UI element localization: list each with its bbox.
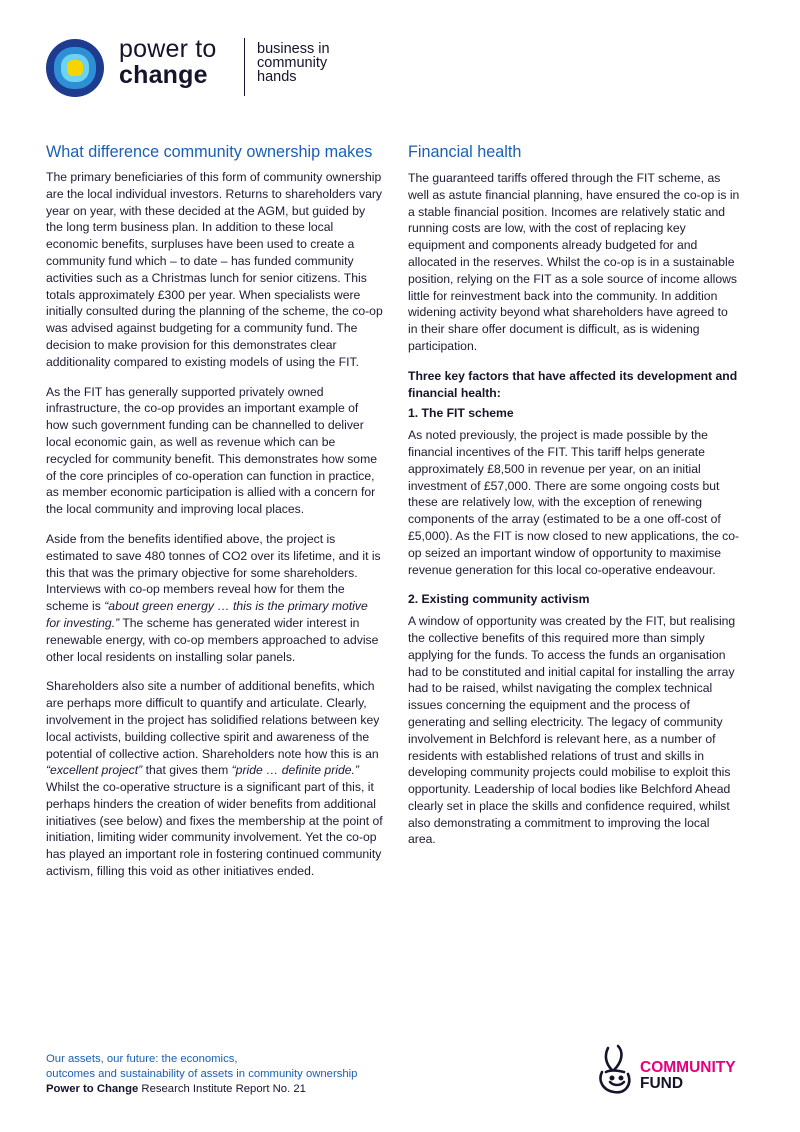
brand-line-1: power to bbox=[119, 35, 217, 63]
text-run: Whilst the co-operative structure is a significant part of this, it perhaps hinders the creation of wider benefits from additional initiatives (see below) and fixes the membership at the point of initiation, limiting wider community involvement. Yet the co-op has played an important role in fostering continued community activism, filling this void as other initiatives ended. bbox=[46, 780, 383, 879]
text-run: Shareholders also site a number of additional benefits, which are perhaps more difficult to quantify and articulate. Clearly, involvement in the project has solidified relations between key local activists, building collective spirit and awareness of the potential of collective action. Shareholders note how this is an bbox=[46, 679, 380, 761]
lottery-crossed-fingers-icon bbox=[594, 1042, 638, 1098]
paragraph: As noted previously, the project is made possible by the financial incentives of the FIT. This tariff helps generate approximately £8,500 in revenue per year, on an initial investment of £57,000. There are some ongoing costs but these are relatively low, with the exception of renewing components of the array (estimated to be a one off-cost of £5,000). As the FIT is now closed to new applications, the co-op seized an important window of opportunity to maximise revenue generation for this local co-operative endeavour. bbox=[408, 428, 740, 577]
paragraph: A window of opportunity was created by the FIT, but realising the collective benefits of this required more than simply applying for the funds. To access the funds an organisation had to be constituted and initial capital for installing the array had to be raised, whilst navigating the complex technical issues concerning the equipment and the process of generating and selling electricity. The legacy of community involvement in Belchford is relevant here, as a number of residents with established relations of trust and skills in developing community projects could mobilise to exploit this opportunity. Leadership of local bodies like Belchford Ahead clearly set in place the skills and confidence required, whilst also demonstrating a commitment to improving the local area. bbox=[408, 614, 736, 847]
section-title-community-ownership: What difference community ownership makes bbox=[46, 143, 373, 161]
publisher-name: Power to Change bbox=[46, 1083, 139, 1095]
paragraph: The primary beneficiaries of this form of community ownership are the local individual investors. Returns to shareholders vary year on year, with these decided at the AGM, but guided by the long term business plan. In addition to these local economic benefits, surpluses have been used to create a community fund which – to date – has funded community activities such as a Christmas lunch for senior citizens. This totals approximately £300 per year. When specialists were initially consulted during the planning of the scheme, the co-op was advised against budgeting for a community fund. The decision to make provision for this demonstrates clear additionality compared to existing models of using the FIT. bbox=[46, 170, 383, 369]
brand-line-2: change bbox=[119, 61, 208, 89]
paragraph bbox=[46, 678, 383, 880]
brand-name bbox=[119, 36, 217, 88]
interview-quote: “excellent project” bbox=[46, 763, 143, 778]
page-header bbox=[45, 36, 405, 98]
tagline-line: hands bbox=[257, 69, 297, 85]
paragraph: As the FIT has generally supported privately owned infrastructure, the co-op provides an important example of how such government funding can be channelled to deliver local economic gain, as well as revenue which can be recycled for community benefit. This demonstrates how some of the core principles of co-operation can function in practice, as member economic participation is allied with a concern for the local community and improving local places. bbox=[46, 384, 378, 517]
section-title-financial-health: Financial health bbox=[408, 143, 522, 161]
factor-heading-community-activism: 2. Existing community activism bbox=[408, 592, 590, 607]
interview-quote: “pride … definite pride.” bbox=[231, 763, 359, 778]
community-fund-wordmark bbox=[640, 1060, 736, 1092]
wordmark-community: COMMUNITY bbox=[640, 1059, 736, 1076]
report-series-line bbox=[46, 1082, 357, 1097]
paragraph: The guaranteed tariffs offered through the FIT scheme, as well as astute financial planning, have ensured the co-op is in a stable financial position. Incomes are relatively static and running costs are low, with the cost of replacing key equipment and components already budgeted for and allocated in the reserves. Whilst the co-op is in a sustainable position, relying on the FIT as a sole source of income allows little for reinvestment back into the community. In addition widening activity beyond what shareholders have agreed to in their share offer document is difficult, as is widening participation. bbox=[408, 171, 740, 353]
text-run: Aside from the benefits identified above, the project is estimated to save 480 tonnes of CO2 over its lifetime, and it is this that was the primary objective for some shareholders. Interviews with co-op members reveal how for them the scheme is bbox=[46, 531, 381, 614]
tagline-line: community bbox=[257, 55, 328, 71]
community-fund-logo bbox=[594, 1042, 764, 1098]
right-column bbox=[408, 142, 740, 861]
key-factors-heading: Three key factors that have affected its development and financial health: bbox=[408, 368, 738, 400]
report-number: Research Institute Report No. 21 bbox=[138, 1083, 306, 1095]
factor-heading-fit-scheme: 1. The FIT scheme bbox=[408, 406, 514, 421]
header-divider bbox=[244, 38, 245, 96]
report-title-line: Our assets, our future: the economics, bbox=[46, 1053, 238, 1065]
tagline-line: business in bbox=[257, 41, 330, 57]
power-to-change-logo-icon bbox=[45, 38, 105, 98]
page-footer bbox=[46, 1052, 357, 1097]
wordmark-fund: FUND bbox=[640, 1075, 684, 1092]
text-run: The scheme has generated wider interest in renewable energy, with co-op members approached to advise other local residents on installing solar panels. bbox=[46, 615, 379, 664]
paragraph bbox=[46, 531, 383, 665]
brand-tagline bbox=[257, 42, 330, 84]
text-run: that gives them bbox=[142, 763, 232, 778]
left-column bbox=[46, 142, 383, 893]
interview-quote: “about green energy … this is the primary motive for investing.” bbox=[46, 599, 368, 630]
report-title-line: outcomes and sustainability of assets in community ownership bbox=[46, 1068, 358, 1080]
